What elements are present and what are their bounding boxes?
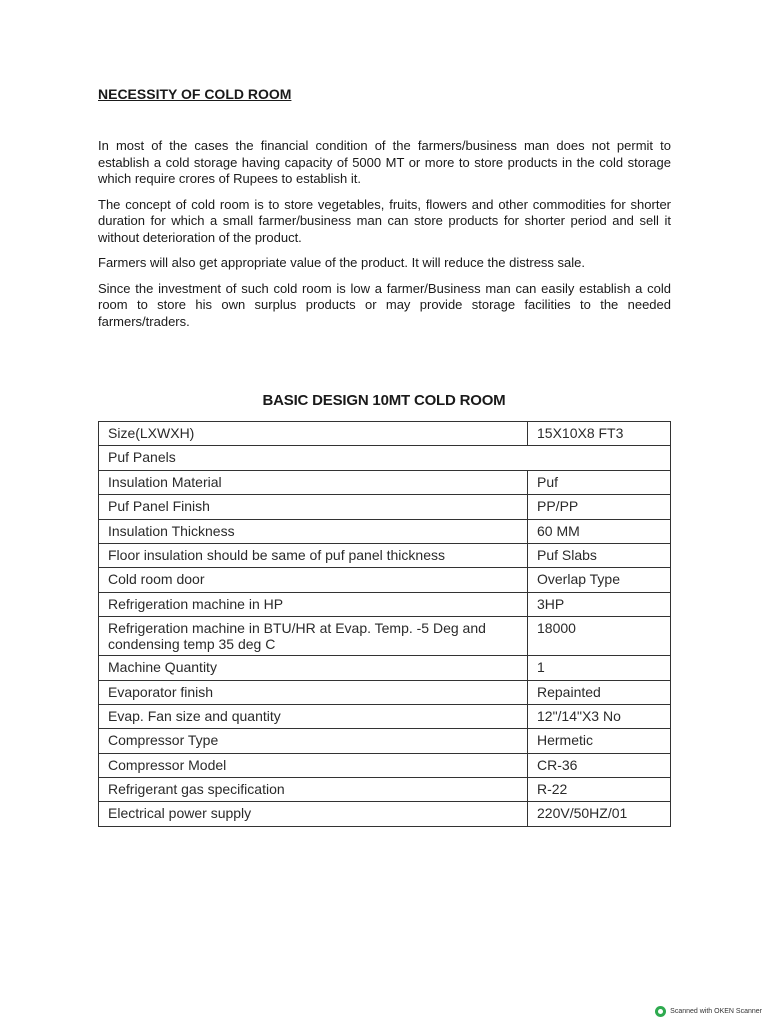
specification-table [98,421,671,827]
row-label: Refrigeration machine in BTU/HR at Evap. Temp. -5 Deg and condensing temp 35 deg C [99,617,528,656]
table-row [99,422,671,446]
table-row [99,753,671,777]
row-value: CR-36 [528,753,671,777]
table-row [99,470,671,494]
row-label: Refrigeration machine in HP [99,592,528,616]
table-row [99,446,671,470]
table-row [99,543,671,567]
row-value: Puf Slabs [528,543,671,567]
table-title: BASIC DESIGN 10MT COLD ROOM [262,392,506,409]
table-row [99,729,671,753]
row-label: Evaporator finish [99,680,528,704]
row-label: Machine Quantity [99,656,528,680]
table-row [99,519,671,543]
row-label: Compressor Type [99,729,528,753]
row-value: 12"/14"X3 No [528,704,671,728]
row-value: 60 MM [528,519,671,543]
row-value: 220V/50HZ/01 [528,802,671,826]
page-heading: NECESSITY OF COLD ROOM [98,86,292,102]
body-text [98,138,671,339]
row-value: 18000 [528,617,671,656]
row-label: Floor insulation should be same of puf panel thickness [99,543,528,567]
row-label: Evap. Fan size and quantity [99,704,528,728]
table-row [99,656,671,680]
table-row [99,592,671,616]
table-row [99,680,671,704]
row-label: Electrical power supply [99,802,528,826]
table-row [99,704,671,728]
paragraph: Since the investment of such cold room is low a farmer/Business man can easily establish a cold room to store his own surplus products or may provide storage facilities to the needed farmers/traders. [98,280,671,329]
row-value: Puf [528,470,671,494]
table-row [99,617,671,656]
table-row [99,778,671,802]
row-value: 1 [528,656,671,680]
row-label: Insulation Thickness [99,519,528,543]
scanner-watermark [655,1006,762,1017]
row-label: Size(LXWXH) [99,422,528,446]
row-label: Puf Panels [99,446,671,470]
paragraph: Farmers will also get appropriate value of the product. It will reduce the distress sale. [98,255,586,270]
row-value: Repainted [528,680,671,704]
paragraph: The concept of cold room is to store vegetables, fruits, flowers and other commodities for shorter duration for which a small farmer/business man can store products for shorter period and sell it without deterioration of the product. [98,196,671,245]
watermark-text: Scanned with OKEN Scanner [670,1008,762,1015]
row-value: 3HP [528,592,671,616]
table-row [99,568,671,592]
scanner-logo-icon [655,1006,666,1017]
row-label: Insulation Material [99,470,528,494]
row-value: R-22 [528,778,671,802]
table-row [99,495,671,519]
table-row [99,802,671,826]
row-label: Cold room door [99,568,528,592]
row-value: Overlap Type [528,568,671,592]
row-value: 15X10X8 FT3 [528,422,671,446]
row-label: Refrigerant gas specification [99,778,528,802]
row-label: Puf Panel Finish [99,495,528,519]
paragraph: In most of the cases the financial condition of the farmers/business man does not permit to establish a cold storage having capacity of 5000 MT or more to store products in the cold storage which require crores of Rupees to establish it. [98,138,671,186]
row-value: Hermetic [528,729,671,753]
row-value: PP/PP [528,495,671,519]
row-label: Compressor Model [99,753,528,777]
